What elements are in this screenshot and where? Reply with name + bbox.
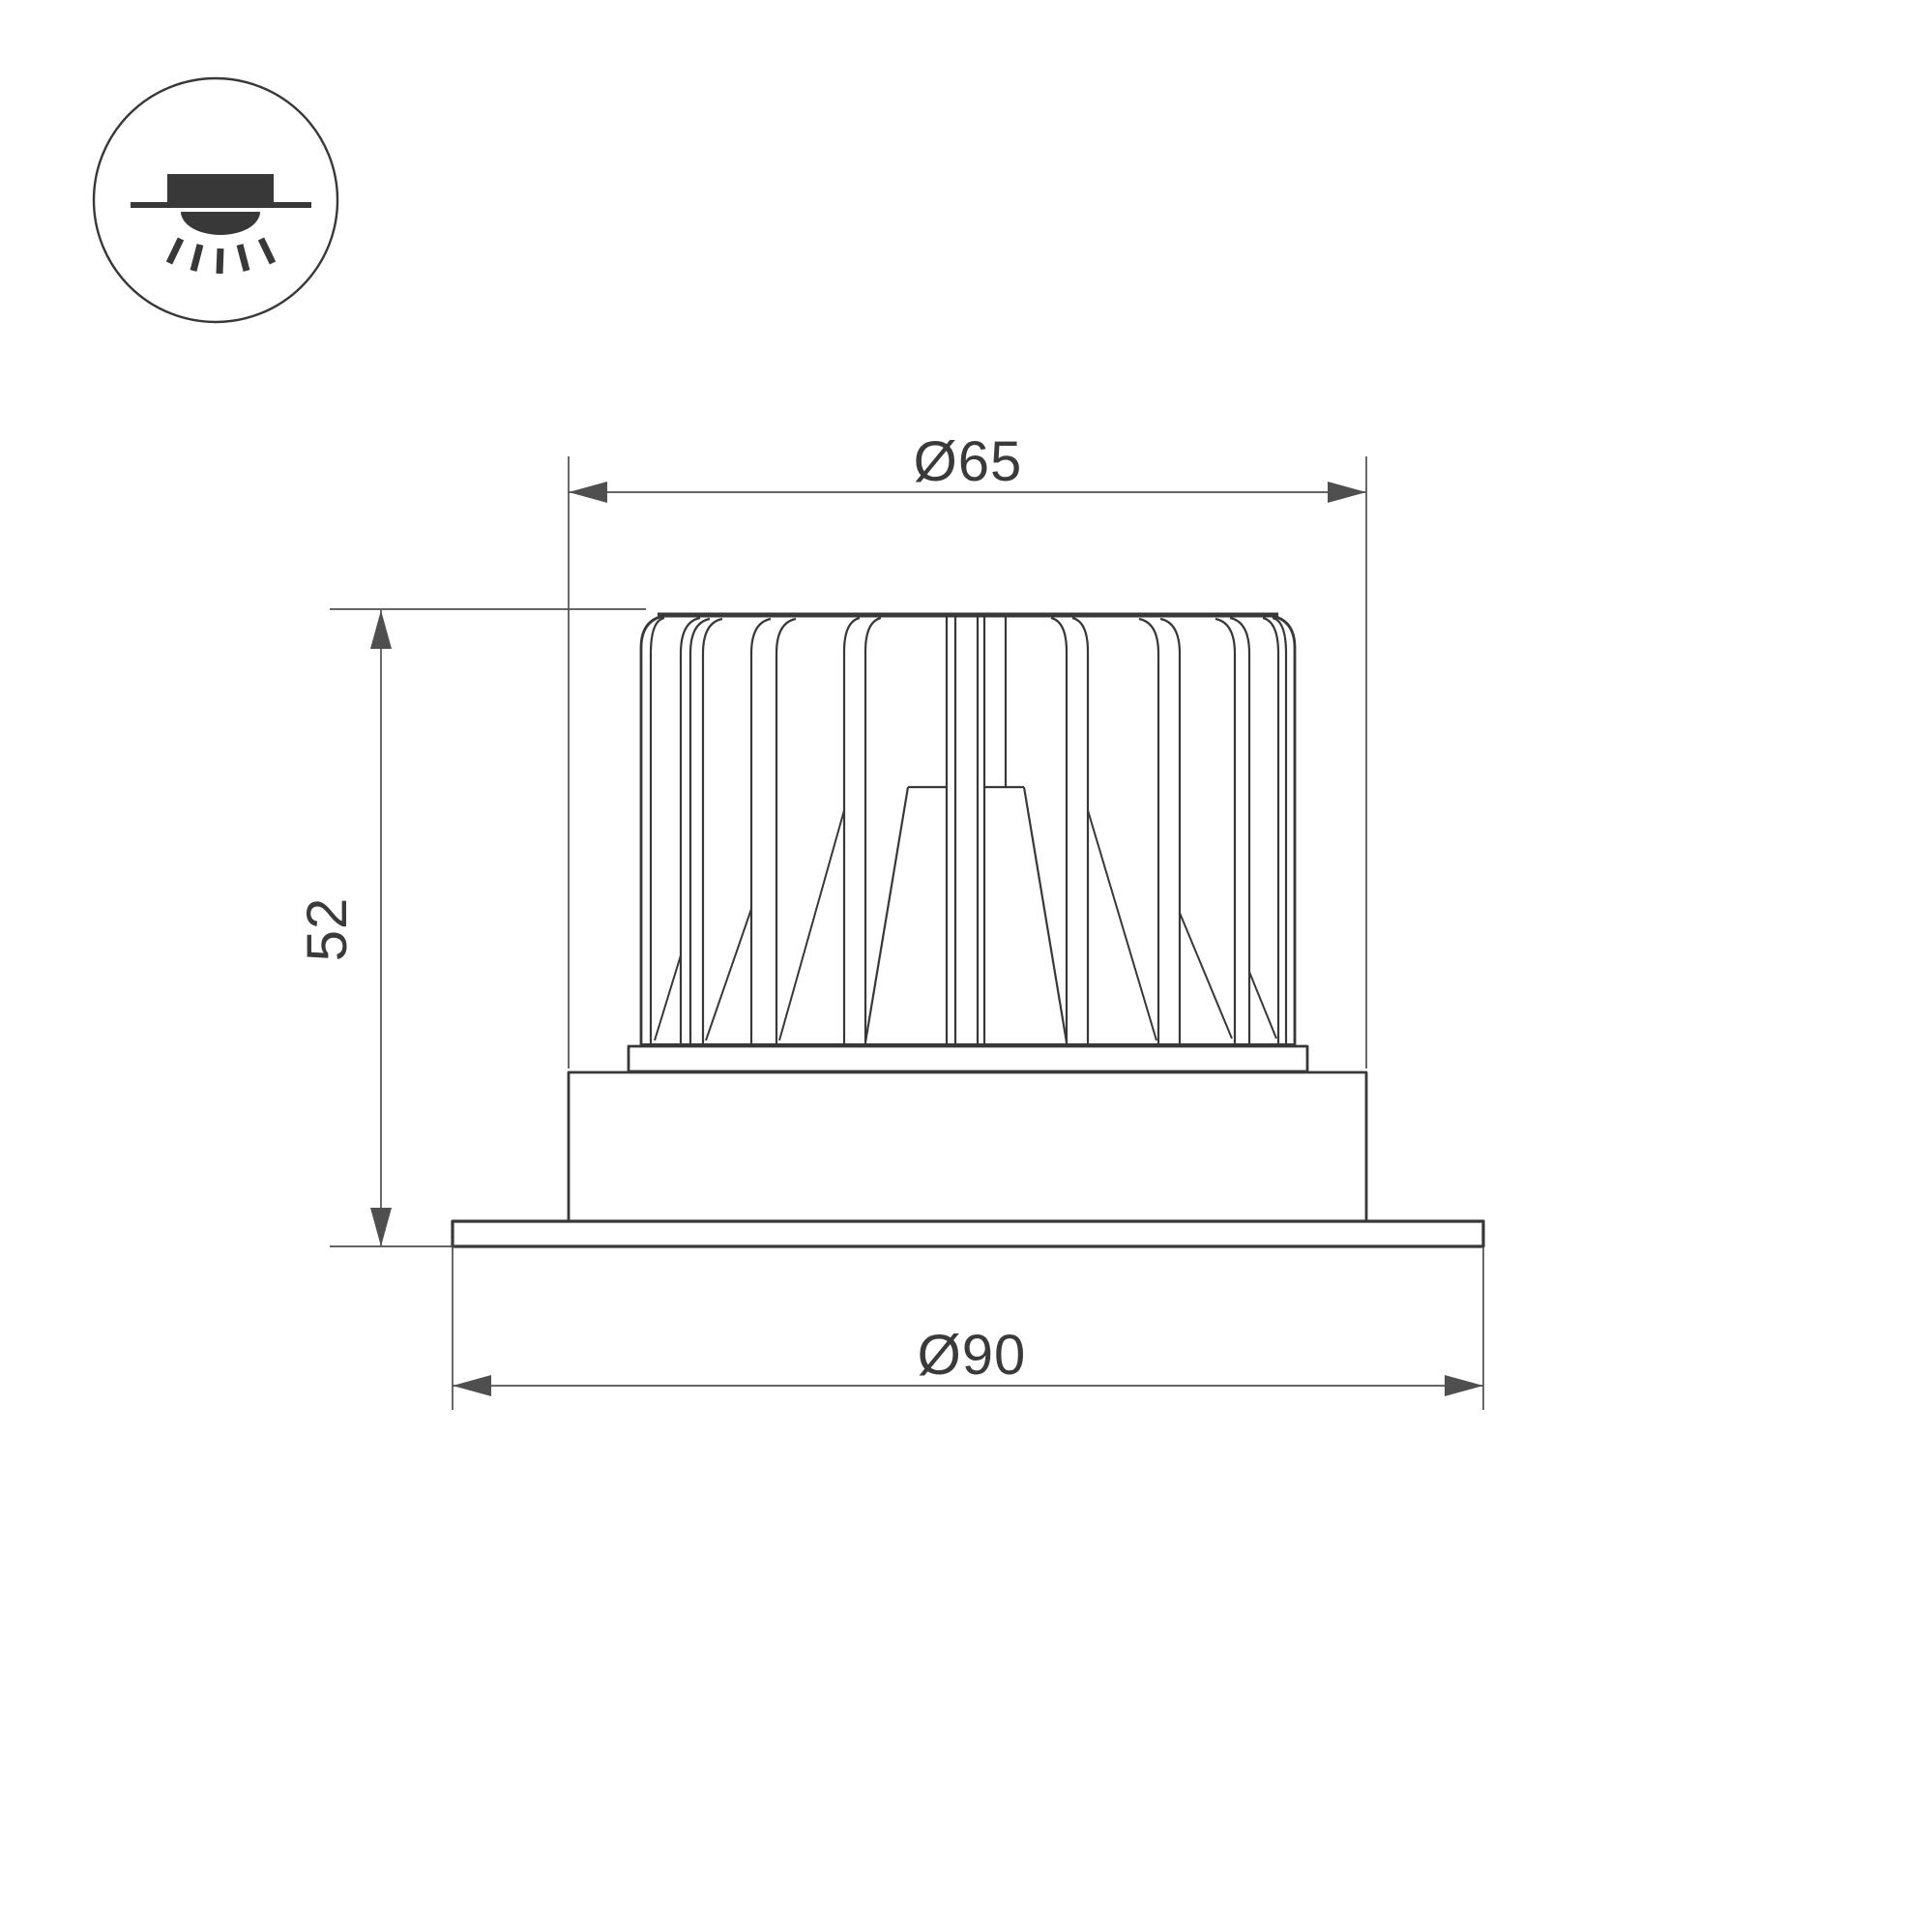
arrowhead-left: [453, 1375, 491, 1396]
web-line: [1088, 810, 1156, 1040]
web-line: [655, 955, 681, 1040]
web-line: [1180, 913, 1232, 1039]
icon-fixture-body: [167, 174, 274, 204]
fin-lines-left: [651, 618, 881, 1045]
fin-line: [1263, 618, 1278, 1045]
heatsink-base-plate: [629, 1046, 1307, 1071]
dimension-label-flange-diameter: Ø90: [917, 1324, 1027, 1387]
arrowhead-top: [370, 610, 392, 649]
web-line: [779, 810, 844, 1040]
fin-line: [1160, 619, 1180, 1045]
fin-lines-right: [1051, 618, 1286, 1045]
icon-light-dome: [181, 212, 260, 235]
reflector-cone: [865, 787, 1067, 1042]
recessed-downlight-icon: [94, 78, 337, 322]
arrowhead-bottom: [370, 1208, 392, 1246]
fin-line: [776, 619, 796, 1045]
icon-light-rays: [169, 239, 273, 274]
fin-lines-center: [947, 617, 1006, 1045]
heatsink-shell: [641, 615, 1295, 1045]
fin-line: [1139, 619, 1158, 1045]
web-line: [706, 909, 751, 1040]
fin-line: [651, 618, 664, 1045]
fin-line: [1051, 618, 1067, 1045]
dimension-label-height: 52: [296, 896, 359, 962]
web-line: [1249, 972, 1276, 1039]
fin-line: [751, 619, 771, 1045]
arrowhead-right: [1328, 482, 1366, 503]
dimension-top-diameter: [569, 430, 1366, 1068]
fin-line: [844, 618, 860, 1045]
trim-flange: [453, 1221, 1483, 1246]
fin-line: [690, 619, 710, 1045]
fixture-body: [569, 1072, 1366, 1221]
cone-flank-left: [865, 787, 908, 1042]
arrowhead-right: [1445, 1375, 1483, 1396]
dimension-label-top-diameter: Ø65: [913, 430, 1023, 493]
heatsink-fins: [629, 615, 1307, 1071]
fin-line: [1072, 618, 1088, 1045]
fin-line: [1215, 619, 1235, 1045]
fin-line: [1230, 618, 1249, 1045]
arrowhead-left: [569, 482, 607, 503]
dimension-flange-diameter: [453, 1246, 1483, 1410]
fin-webs: [655, 810, 1276, 1040]
fin-line: [703, 619, 722, 1045]
cone-flank-right: [1024, 787, 1067, 1042]
fin-line: [865, 618, 881, 1045]
